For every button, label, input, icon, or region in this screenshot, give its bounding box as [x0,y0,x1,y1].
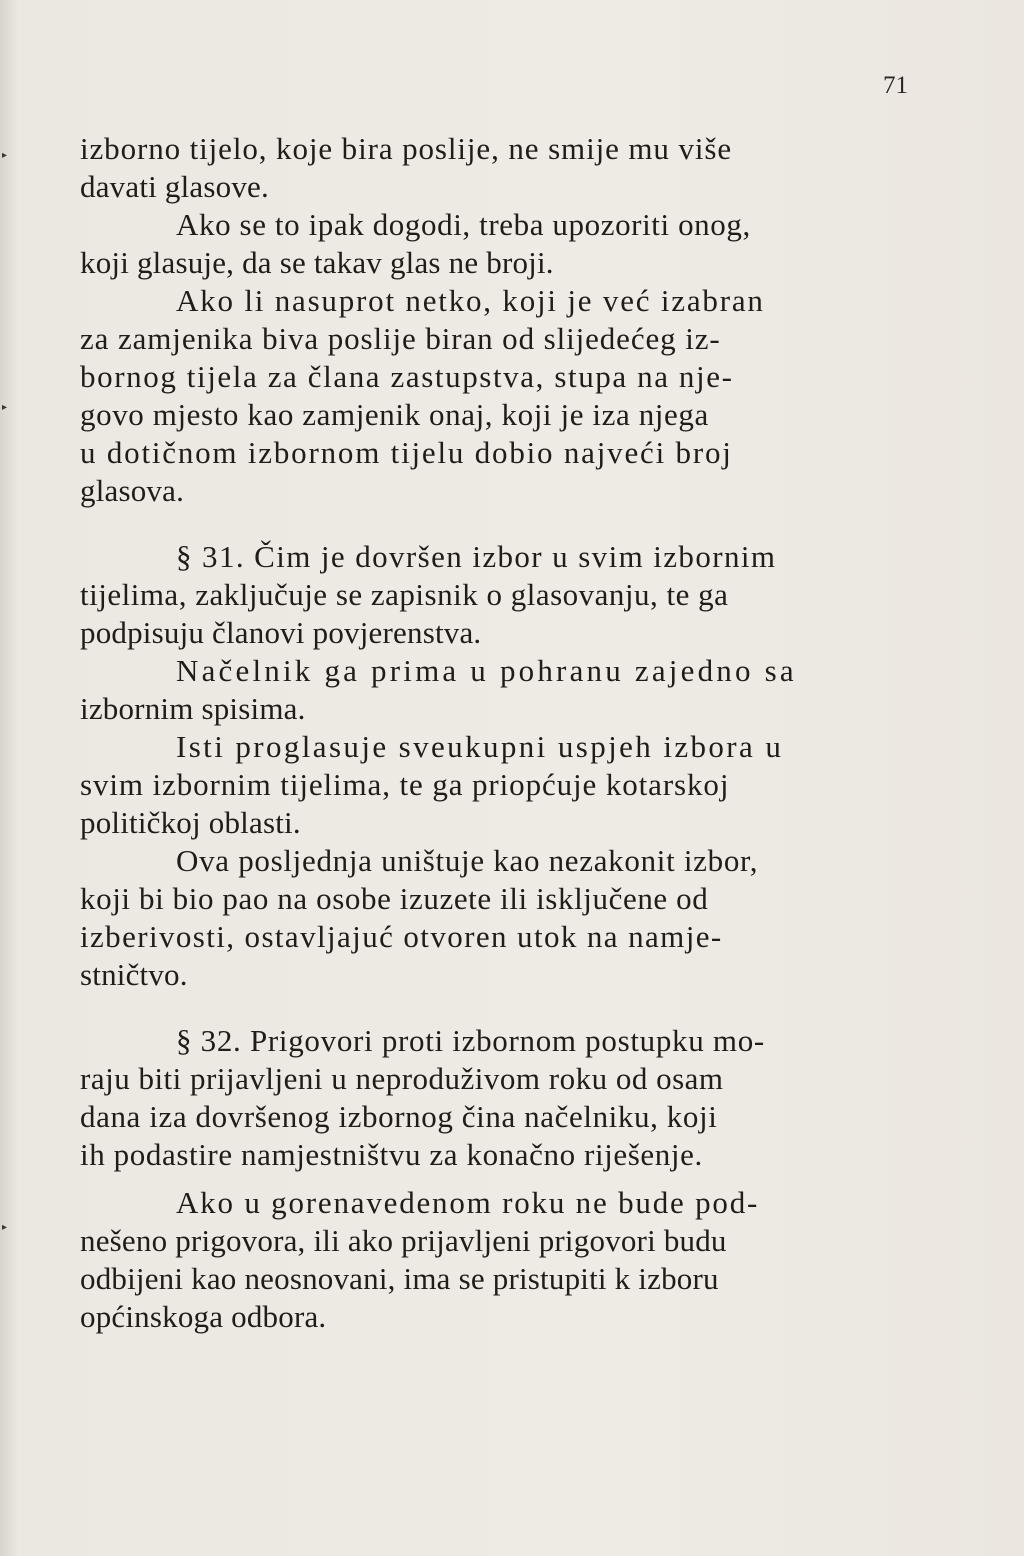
text-line: općinskoga odbora. [80,1299,327,1334]
text-line: Ako u gorenavedenom roku ne bude pod- [176,1185,760,1220]
text-line: stničtvo. [80,957,188,992]
text-line: ih podastire namjestništvu za konačno riješenje. [80,1137,703,1172]
margin-tick-mark: ▸ [2,150,8,161]
margin-tick-mark: ▸ [2,1222,8,1233]
text-line: koji bi bio pao na osobe izuzete ili isključene od [80,881,709,916]
text-line: tijelima, zaključuje se zapisnik o glasovanju, te ga [80,577,729,612]
text-line: Isti proglasuje sveukupni uspjeh izbora u [176,729,784,764]
text-line: izberivosti, ostavljajuć otvoren utok na namje- [80,919,723,954]
text-line: glasova. [80,473,185,508]
text-line: izbornim spisima. [80,691,306,726]
text-line: Ako se to ipak dogodi, treba upozoriti onog, [176,207,751,242]
text-line: Ako li nasuprot netko, koji je već izabran [176,283,765,318]
text-line: govo mjesto kao zamjenik onaj, koji je iza njega [80,397,709,432]
text-line: za zamjenika biva poslije biran od slijedećeg iz- [80,321,721,356]
section-line: § 32. Prigovori proti izbornom postupku mo- [176,1023,765,1058]
text-line: dana iza dovršenog izbornog čina načelniku, koji [80,1099,718,1134]
text-line: Ova posljednja uništuje kao nezakonit izbor, [176,843,759,878]
text-line: Načelnik ga prima u pohranu zajedno sa [176,653,797,688]
text-line: izborno tijelo, koje bira poslije, ne smije mu više [80,131,733,166]
margin-tick-mark: ▸ [2,402,8,413]
text-line: odbijeni kao neosnovani, ima se pristupiti k izboru [80,1261,719,1296]
text-line: koji glasuje, da se takav glas ne broji. [80,245,554,280]
body-text [80,130,905,1336]
text-line: nešeno prigovora, ili ako prijavljeni prigovori budu [80,1223,727,1258]
text-line: političkoj oblasti. [80,805,301,840]
text-line: svim izbornim tijelima, te ga priopćuje kotarskoj [80,767,730,802]
text-line: raju biti prijavljeni u neproduživom roku od osam [80,1061,724,1096]
text-line: bornog tijela za člana zastupstva, stupa na nje- [80,359,734,394]
section-line: § 31. Čim je dovršen izbor u svim izbornim [176,539,777,574]
page-number: 71 [883,72,908,99]
text-line: davati glasove. [80,169,269,204]
text-line: podpisuju članovi povjerenstva. [80,615,482,650]
text-line: u dotičnom izbornom tijelu dobio najveći broj [80,435,733,470]
